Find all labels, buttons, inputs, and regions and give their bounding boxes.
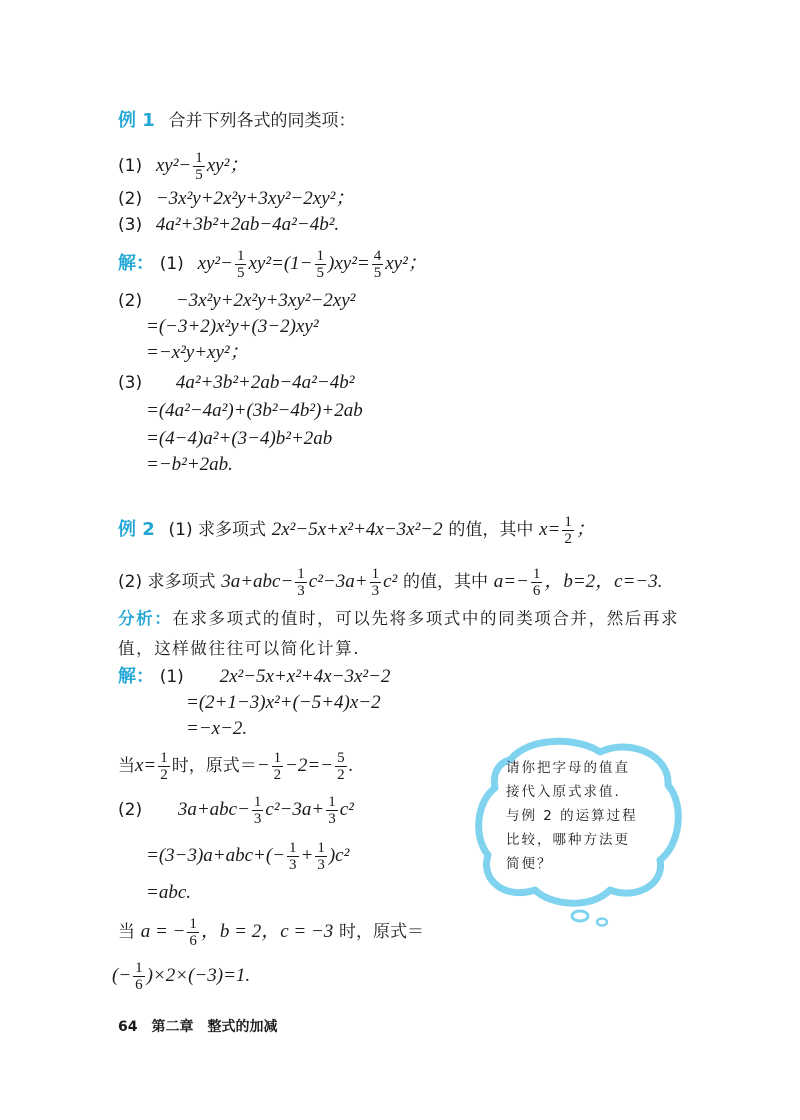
example1-solution-3-line-3: =(4−4)a²+(3−4)b²+2ab	[146, 428, 333, 449]
chapter-title: 整式的加减	[207, 1019, 278, 1035]
example2-analysis	[118, 604, 684, 664]
example1-solution-2-line-2: =(−3+2)x²y+(3−2)xy²	[146, 316, 319, 337]
example1-solution-3-line-4: =−b²+2ab.	[146, 454, 233, 475]
example1-solution-3-line-2: =(4a²−4a²)+(3b²−4b²)+2ab	[146, 400, 363, 421]
solution-label: 解：	[118, 252, 154, 274]
page-footer	[118, 1016, 291, 1036]
example1-header	[118, 108, 356, 134]
example2-question-2: (2) 求多项式 3a+abc− $\frac{1}{3}$ c²−3a+ $\frac{1}{3}$ c² 的值，其中 a=− $\frac{1}{6}$ ，b=2，c=−3.	[118, 566, 663, 599]
example1-solution-3-line-1: (3) 4a²+3b²+2ab−4a²−4b²	[118, 372, 355, 393]
example2-solution-2-line-1: (2) 3a+abc− $\frac{1}{3}$ c²−3a+ $\frac{1}{3}$ c²	[118, 794, 354, 827]
page-number: 64	[118, 1019, 138, 1035]
example2-substitution-2: 当 a = − $\frac{1}{6}$ ，b = 2，c = −3 时，原式＝	[118, 916, 425, 949]
example1-solution-2-line-1: (2) −3x²y+2x²y+3xy²−2xy²	[118, 290, 356, 311]
example1-solution-1: 解： (1) xy²− $\frac{1}{5}$ xy²=(1− $\frac{1}{5}$ )xy²= $\frac{4}{5}$ xy²；	[118, 248, 427, 281]
example1-solution-2-line-3: =−x²y+xy²；	[146, 342, 249, 363]
example2-question-1: 例 2 (1) 求多项式 2x²−5x+x²+4x−3x²−2 的值，其中 x= $\frac{1}{2}$ ；	[118, 514, 595, 547]
example1-item-1: (1) xy²− $\frac{1}{5}$ xy²；	[118, 150, 249, 183]
example2-substitution-1: 当x= $\frac{1}{2}$ 时，原式＝− $\frac{1}{2}$ −2=− $\frac{5}{2}$ .	[118, 750, 354, 783]
solution-label: 解：	[118, 666, 154, 687]
example1-prompt: 合并下列各式的同类项：	[168, 111, 356, 131]
analysis-text: 在求多项式的值时，可以先将多项式中的同类项合并，然后再求值，这样做往往可以简化计算.	[118, 609, 680, 658]
example2-solution-1-line-3: =−x−2.	[186, 718, 248, 739]
example2-label: 例 2	[118, 518, 155, 540]
example2-solution-1-line-2: =(2+1−3)x²+(−5+4)x−2	[186, 692, 381, 713]
example2-substitution-2-result: (− $\frac{1}{6}$ )×2×(−3)=1.	[112, 960, 251, 993]
example2-solution-2-line-2: =(3−3)a+abc+(− $\frac{1}{3}$ + $\frac{1}{3}$ )c²	[146, 840, 350, 873]
chapter-number: 第二章	[151, 1019, 194, 1035]
example2-solution-2-line-3: =abc.	[146, 882, 192, 903]
callout-text: 请你把字母的值直接代入原式求值. 与例 2 的运算过程比较，哪种方法更简便？	[506, 760, 638, 872]
example1-item-2: (2) −3x²y+2x²y+3xy²−2xy²；	[118, 188, 355, 209]
example1-label: 例 1	[118, 110, 155, 131]
analysis-label: 分析：	[118, 609, 173, 628]
example1-item-3: (3) 4a²+3b²+2ab−4a²−4b².	[118, 214, 340, 235]
example2-solution-1-line-1: 解： (1) 2x²−5x+x²+4x−3x²−2	[118, 666, 391, 687]
